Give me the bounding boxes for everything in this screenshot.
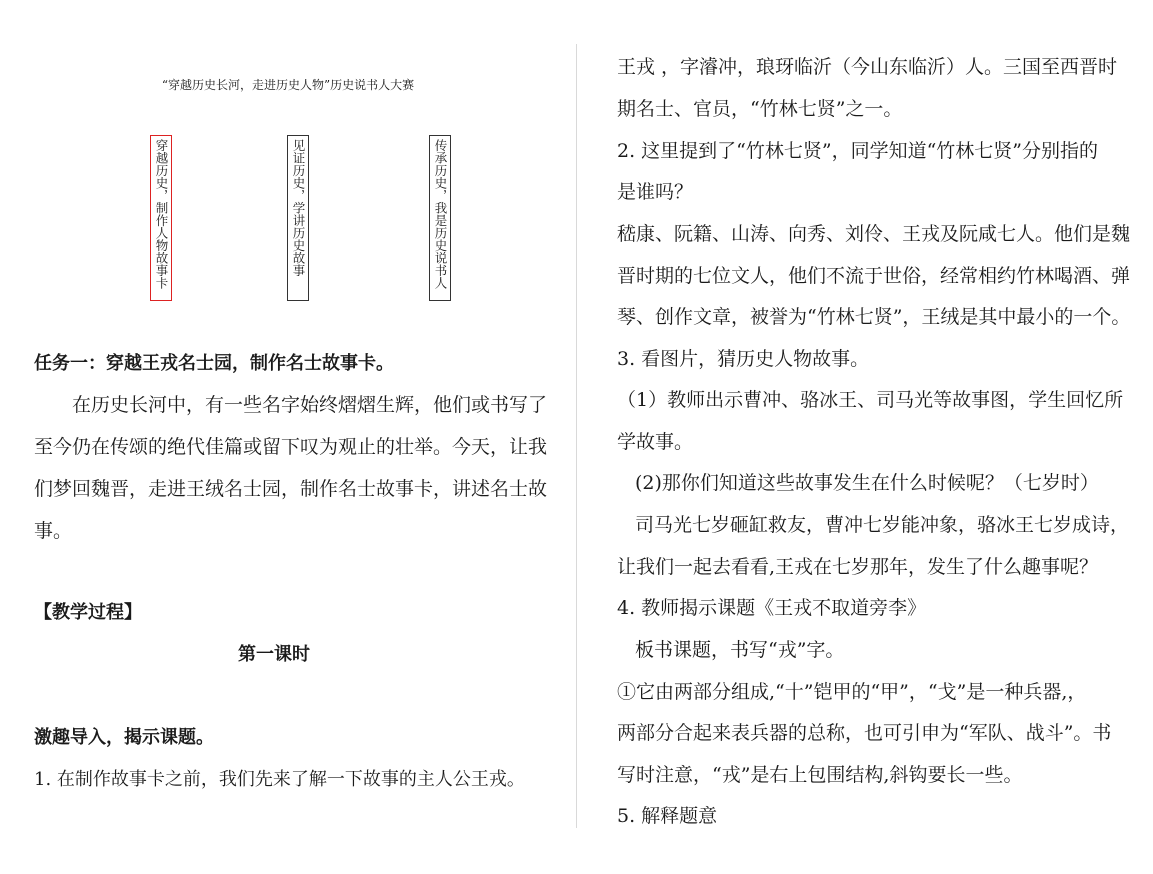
item-1: 1. 在制作故事卡之前，我们先来了解一下故事的主人公王戎。	[34, 769, 525, 790]
intro-line-2: 至今仍在传颂的绝代佳篇或留下叹为观止的壮举。今天，让我	[34, 436, 548, 458]
intro-line-1: 在历史长河中，有一些名字始终熠熠生辉，他们或书写了	[72, 394, 548, 416]
box-1-text: 穿越历史，制作人物故事卡	[154, 139, 169, 289]
right-line-9: （1）教师出示曹冲、骆冰王、司马光等故事图，学生回忆所	[617, 389, 1124, 411]
right-line-5: 嵇康、阮籍、山涛、向秀、刘伶、王戎及阮咸七人。他们是魏	[617, 223, 1131, 245]
right-line-1: 王戎 ，字濬冲，琅玡临沂（今山东临沂）人。三国至西晋时	[617, 56, 1118, 78]
story-card-box-2	[287, 135, 309, 301]
right-line-4: 是谁吗？	[617, 181, 694, 203]
right-line-7: 琴、创作文章，被誉为“竹林七贤”，王绒是其中最小的一个。	[617, 306, 1131, 328]
column-divider	[576, 44, 577, 828]
right-line-10: 学故事。	[617, 431, 694, 453]
lead-in-heading: 激趣导入，揭示课题。	[34, 727, 214, 748]
right-line-18: 写时注意，“戎”是右上包围结构,斜钩要长一些。	[617, 764, 1023, 786]
right-line-14: 4. 教师揭示课题《王戎不取道旁李》	[617, 597, 927, 619]
right-line-2: 期名士、官员，“竹林七贤”之一。	[617, 98, 903, 120]
right-line-16: ①它由两部分组成,“十”铠甲的“甲”，“戈”是一种兵器,，	[617, 681, 1087, 703]
story-card-box-1	[150, 135, 172, 301]
intro-line-3: 们梦回魏晋，走进王绒名士园，制作名士故事卡，讲述名士故	[34, 478, 548, 500]
task-heading: 任务一：穿越王戎名士园，制作名士故事卡。	[34, 353, 394, 374]
right-line-6: 晋时期的七位文人，他们不流于世俗，经常相约竹林喝酒、弹	[617, 265, 1131, 287]
lesson-heading: 第一课时	[238, 644, 310, 665]
right-line-11: (2)那你们知道这些故事发生在什么时候呢？（七岁时）	[635, 472, 1099, 494]
process-heading: 【教学过程】	[34, 602, 142, 623]
right-line-3: 2. 这里提到了“竹林七贤”，同学知道“竹林七贤”分别指的	[617, 140, 1099, 162]
box-2-text: 见证历史，学讲历史故事	[291, 139, 306, 277]
story-card-box-3	[429, 135, 451, 301]
event-title: “穿越历史长河，走进历史人物”历史说书人大赛	[161, 78, 415, 92]
intro-line-4: 事。	[34, 520, 73, 542]
right-line-13: 让我们一起去看看,王戎在七岁那年，发生了什么趣事呢？	[617, 556, 1099, 578]
box-3-text: 传承历史，我是历史说书人	[433, 139, 448, 289]
right-line-19: 5. 解释题意	[617, 805, 718, 827]
right-line-17: 两部分合起来表兵器的总称，也可引申为“军队、战斗”。书	[617, 722, 1112, 744]
right-line-8: 3. 看图片，猜历史人物故事。	[617, 348, 870, 370]
right-line-12: 司马光七岁砸缸救友，曹冲七岁能冲象，骆冰王七岁成诗，	[635, 514, 1130, 536]
right-line-15: 板书课题，书写“戎”字。	[635, 639, 845, 661]
